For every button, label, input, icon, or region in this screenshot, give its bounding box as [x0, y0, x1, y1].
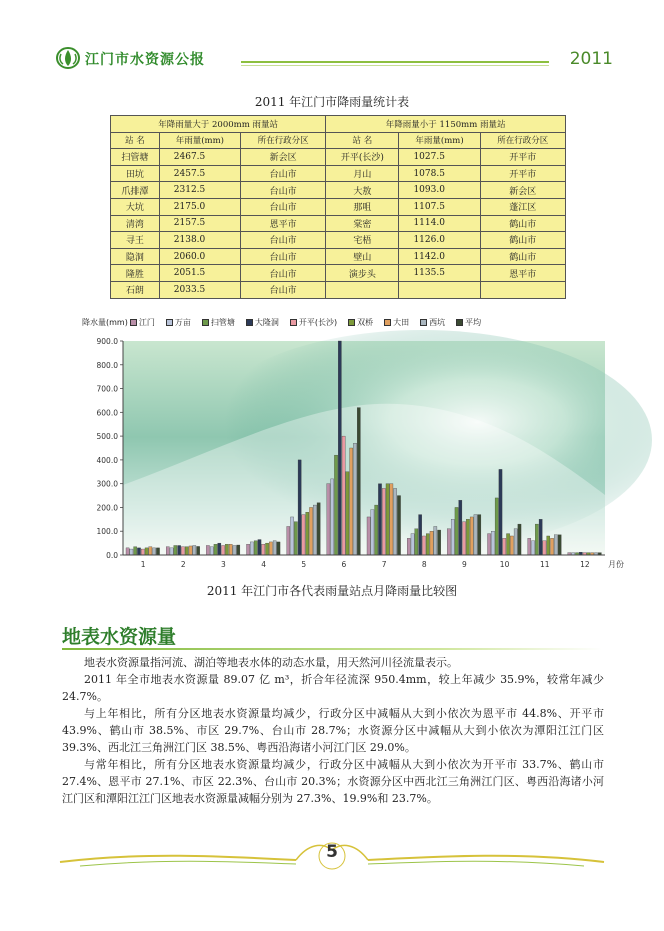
bar — [474, 515, 477, 555]
bar — [225, 544, 228, 555]
legend-item — [348, 317, 373, 328]
rainfall-cell: 1027.5 — [399, 149, 480, 166]
legend-swatch — [348, 319, 355, 326]
page-number: 5 — [326, 842, 338, 862]
table-row — [111, 182, 566, 199]
rainfall-cell: 2312.5 — [159, 182, 240, 199]
legend-swatch — [246, 319, 253, 326]
table-row — [111, 198, 566, 215]
bar — [438, 530, 441, 555]
legend-swatch — [130, 319, 137, 326]
legend-swatch — [384, 319, 391, 326]
bar — [430, 531, 433, 555]
rainfall-cell: 2175.0 — [159, 198, 240, 215]
x-tick-label: 8 — [421, 560, 427, 569]
table-row — [111, 232, 566, 249]
table-group-header-left: 年降雨量大于 2000mm 雨量站 — [111, 116, 326, 133]
bar — [185, 547, 188, 555]
y-tick-label: 600.0 — [96, 408, 118, 418]
station-cell: 那咀 — [326, 198, 399, 215]
bar — [419, 515, 422, 555]
header-rule — [241, 61, 549, 63]
legend-item — [384, 317, 409, 328]
bar — [350, 448, 353, 555]
rainfall-cell: 2467.5 — [159, 149, 240, 166]
bar — [518, 524, 521, 555]
bar — [390, 484, 393, 555]
bar — [495, 498, 498, 555]
rainfall-cell: 1126.0 — [399, 232, 480, 249]
legend-label: 平均 — [465, 317, 482, 327]
bar — [317, 503, 320, 555]
station-cell: 月山 — [326, 165, 399, 182]
table-row — [111, 165, 566, 182]
bar — [153, 548, 156, 555]
rainfall-cell: 2157.5 — [159, 215, 240, 232]
rainfall-cell: 1114.0 — [399, 215, 480, 232]
x-tick-label: 11 — [539, 560, 550, 569]
district-cell: 台山市 — [240, 265, 325, 282]
bar — [250, 542, 253, 555]
district-cell: 台山市 — [240, 165, 325, 182]
publication-title: 江门市水资源公报 — [85, 52, 205, 68]
y-tick-label: 0.0 — [106, 551, 118, 560]
table-row — [111, 265, 566, 282]
table-title: 2011 年江门市降雨量统计表 — [254, 95, 410, 109]
bar — [277, 542, 280, 555]
table-row — [111, 215, 566, 232]
y-axis-label: 降水量(mm) — [82, 317, 128, 327]
x-tick-label: 4 — [261, 560, 266, 569]
legend-item — [202, 317, 235, 328]
district-cell — [480, 281, 565, 298]
legend-item — [290, 317, 337, 328]
legend-label: 双桥 — [357, 317, 374, 327]
legend-label: 万亩 — [174, 317, 191, 327]
station-cell: 壁山 — [326, 248, 399, 265]
legend-item — [130, 317, 155, 328]
x-tick-label: 1 — [140, 560, 146, 569]
bar — [514, 529, 517, 555]
table-row — [111, 248, 566, 265]
table-row — [111, 281, 566, 298]
bar — [290, 517, 293, 555]
bar — [338, 341, 341, 555]
legend-swatch — [420, 319, 427, 326]
bar — [466, 519, 469, 555]
publication-year: 2011 — [569, 49, 613, 69]
section-rule — [62, 648, 602, 650]
station-cell: 爪排潭 — [111, 182, 160, 199]
district-cell: 台山市 — [240, 198, 325, 215]
bar — [247, 544, 250, 555]
district-cell: 鹤山市 — [480, 248, 565, 265]
district-cell: 新会区 — [480, 182, 565, 199]
bar — [470, 517, 473, 555]
x-tick-label: 9 — [462, 560, 467, 569]
rainfall-cell: 1107.5 — [399, 198, 480, 215]
district-cell: 新会区 — [240, 149, 325, 166]
bar — [415, 529, 418, 555]
bar — [382, 488, 385, 555]
bar — [181, 547, 184, 555]
bar — [313, 505, 316, 555]
rainfall-cell: 1093.0 — [399, 182, 480, 199]
rainfall-cell — [399, 281, 480, 298]
bar — [294, 522, 297, 555]
col-header-district: 所在行政分区 — [480, 132, 565, 149]
district-cell: 台山市 — [240, 281, 325, 298]
rainfall-cell: 1142.0 — [399, 248, 480, 265]
water-drop-logo-icon — [55, 46, 81, 70]
bar — [478, 515, 481, 555]
station-cell: 棠密 — [326, 215, 399, 232]
bar — [302, 515, 305, 555]
header-rule-thin — [241, 65, 549, 66]
bar — [357, 408, 360, 555]
bar — [222, 545, 225, 555]
bar — [306, 512, 309, 555]
station-cell: 大坑 — [111, 198, 160, 215]
bar — [447, 529, 450, 555]
district-cell: 恩平市 — [240, 215, 325, 232]
station-cell: 田坑 — [111, 165, 160, 182]
monthly-rainfall-chart — [82, 335, 622, 575]
bar — [298, 460, 301, 555]
bar — [262, 544, 265, 555]
station-cell — [326, 281, 399, 298]
section-title: 地表水资源量 — [62, 626, 177, 648]
col-header-district: 所在行政分区 — [240, 132, 325, 149]
x-tick-label: 6 — [341, 560, 347, 569]
legend-item — [166, 317, 191, 328]
bar — [491, 531, 494, 555]
section-body — [62, 654, 604, 807]
bar — [394, 488, 397, 555]
chart-legend — [82, 315, 612, 329]
district-cell: 鹤山市 — [480, 215, 565, 232]
bar — [130, 549, 133, 555]
station-cell: 隐洞 — [111, 248, 160, 265]
bar — [506, 534, 509, 555]
bar — [174, 545, 177, 555]
bar — [197, 546, 200, 555]
bar — [503, 538, 506, 555]
district-cell: 鹤山市 — [480, 232, 565, 249]
bar — [254, 541, 257, 555]
legend-swatch — [290, 319, 297, 326]
table-body — [111, 149, 566, 298]
bar — [342, 436, 345, 555]
district-cell: 台山市 — [240, 182, 325, 199]
bar — [367, 517, 370, 555]
legend-label: 扫管塘 — [210, 317, 235, 327]
rainfall-cell: 2138.0 — [159, 232, 240, 249]
bar — [170, 548, 173, 555]
x-tick-label: 7 — [381, 560, 387, 569]
chart-caption: 2011 年江门市各代表雨量站点月降雨量比较图 — [206, 584, 458, 598]
bar — [214, 544, 217, 555]
legend-label: 大隆洞 — [254, 317, 279, 327]
bar — [346, 472, 349, 555]
legend-swatch — [166, 319, 173, 326]
bar — [422, 536, 425, 555]
y-tick-label: 100.0 — [96, 527, 118, 537]
station-cell: 宅梧 — [326, 232, 399, 249]
bar — [459, 500, 462, 555]
bar — [397, 496, 400, 555]
y-tick-label: 900.0 — [96, 337, 118, 346]
bar — [233, 545, 236, 555]
station-cell: 大敖 — [326, 182, 399, 199]
bar — [411, 534, 414, 555]
bar — [166, 547, 169, 555]
y-tick-label: 800.0 — [96, 360, 118, 370]
rainfall-stats-table — [110, 115, 566, 299]
col-header-station: 站 名 — [326, 132, 399, 149]
bar — [269, 542, 272, 555]
station-cell: 扫管塘 — [111, 149, 160, 166]
bar — [145, 548, 148, 555]
y-tick-label: 500.0 — [96, 432, 118, 442]
bar — [455, 507, 458, 555]
table-group-header-right: 年降雨量小于 1150mm 雨量站 — [326, 116, 566, 133]
district-cell: 开平市 — [480, 149, 565, 166]
rainfall-cell: 1078.5 — [399, 165, 480, 182]
bar — [287, 526, 290, 555]
bar — [206, 545, 209, 555]
bar — [531, 541, 534, 555]
bar — [178, 545, 181, 555]
station-cell: 寻王 — [111, 232, 160, 249]
paragraph: 地表水资源量指河流、湖泊等地表水体的动态水量，用天然河川径流量表示。 — [84, 656, 458, 669]
paragraph: 与上年相比，所有分区地表水资源量均减少，行政分区中减幅从大到小依次为恩平市 44.8%、开平市 43.9%、鹤山市 38.5%、市区 29.7%、台山市 28.7%；水资源分区中减幅从大到小依次为潭阳江江门区 39.3%、西北江三角洲江门区 38.5%、粤西沿海诸小河江门区 29.0%。 — [62, 707, 604, 754]
bar — [375, 505, 378, 555]
col-header-rain: 年雨量(mm) — [159, 132, 240, 149]
page-header — [55, 46, 615, 72]
y-tick-label: 300.0 — [96, 479, 118, 489]
bar — [309, 507, 312, 555]
paragraph: 2011 年全市地表水资源量 89.07 亿 m³，折合年径流深 950.4mm，较上年减少 35.9%，较常年减少 24.7%。 — [62, 673, 604, 703]
x-tick-label: 2 — [180, 560, 186, 569]
bar — [189, 546, 192, 555]
bar — [451, 519, 454, 555]
rainfall-cell: 2051.5 — [159, 265, 240, 282]
legend-item — [420, 317, 445, 328]
district-cell: 蓬江区 — [480, 198, 565, 215]
district-cell: 台山市 — [240, 232, 325, 249]
col-header-station: 站 名 — [111, 132, 160, 149]
bar — [378, 484, 381, 555]
station-cell: 清湾 — [111, 215, 160, 232]
page-footer — [60, 836, 604, 880]
legend-swatch — [456, 319, 463, 326]
station-cell: 演步头 — [326, 265, 399, 282]
rainfall-cell: 2457.5 — [159, 165, 240, 182]
bar — [134, 547, 137, 555]
x-tick-label: 5 — [301, 560, 307, 569]
bar — [149, 547, 152, 555]
rainfall-cell: 2060.0 — [159, 248, 240, 265]
bar — [237, 545, 240, 555]
bar — [550, 538, 553, 555]
bar — [273, 541, 276, 555]
rainfall-cell: 1135.5 — [399, 265, 480, 282]
bar — [218, 543, 221, 555]
station-cell: 石朗 — [111, 281, 160, 298]
legend-label: 大田 — [393, 317, 410, 327]
bar — [265, 543, 268, 555]
col-header-rain: 年雨量(mm) — [399, 132, 480, 149]
x-tick-label: 3 — [221, 560, 226, 569]
bar — [334, 455, 337, 555]
bar — [327, 484, 330, 555]
table-row — [111, 149, 566, 166]
station-cell: 隆胜 — [111, 265, 160, 282]
bar — [547, 536, 550, 555]
bar — [258, 540, 261, 555]
bar — [499, 469, 502, 555]
bar — [331, 479, 334, 555]
x-tick-label: 12 — [580, 560, 590, 569]
rainfall-cell: 2033.5 — [159, 281, 240, 298]
district-cell: 开平市 — [480, 165, 565, 182]
bar — [554, 535, 557, 555]
bar — [141, 549, 144, 555]
x-axis-label: 月份 — [608, 560, 624, 569]
district-cell: 台山市 — [240, 248, 325, 265]
bar — [353, 443, 356, 555]
y-tick-label: 200.0 — [96, 503, 118, 513]
bar — [510, 536, 513, 555]
bar — [193, 545, 196, 555]
bar — [528, 538, 531, 555]
bar — [126, 548, 129, 555]
district-cell: 恩平市 — [480, 265, 565, 282]
bar — [229, 544, 232, 555]
station-cell: 开平(长沙) — [326, 149, 399, 166]
bar — [558, 535, 561, 555]
bar — [426, 534, 429, 555]
y-tick-label: 700.0 — [96, 384, 118, 394]
x-tick-label: 10 — [499, 560, 510, 569]
legend-item — [456, 317, 481, 328]
legend-label: 开平(长沙) — [298, 317, 338, 327]
bar — [434, 526, 437, 555]
legend-label: 江门 — [138, 317, 155, 327]
y-tick-label: 400.0 — [96, 455, 118, 465]
bar — [539, 519, 542, 555]
bar — [386, 484, 389, 555]
bar — [535, 524, 538, 555]
bar — [210, 547, 213, 555]
bar — [463, 522, 466, 555]
legend-swatch — [202, 319, 209, 326]
bar — [137, 548, 140, 555]
legend-label: 西坑 — [429, 317, 446, 327]
bar — [488, 534, 491, 555]
bar — [543, 541, 546, 555]
bar — [407, 538, 410, 555]
legend-item — [246, 317, 279, 328]
bar — [156, 548, 159, 555]
bar — [371, 510, 374, 555]
paragraph: 与常年相比，所有分区地表水资源量均减少，行政分区中减幅从大到小依次为开平市 33.7%、鹤山市 27.4%、恩平市 27.1%、市区 22.3%、台山市 20.3%；水资源分区中西北江三角洲江门区、粤西沿海诸小河江门区和潭阳江江门区地表水资源量减幅分别为 27.3%、19.9%和 23.7%。 — [62, 758, 604, 805]
